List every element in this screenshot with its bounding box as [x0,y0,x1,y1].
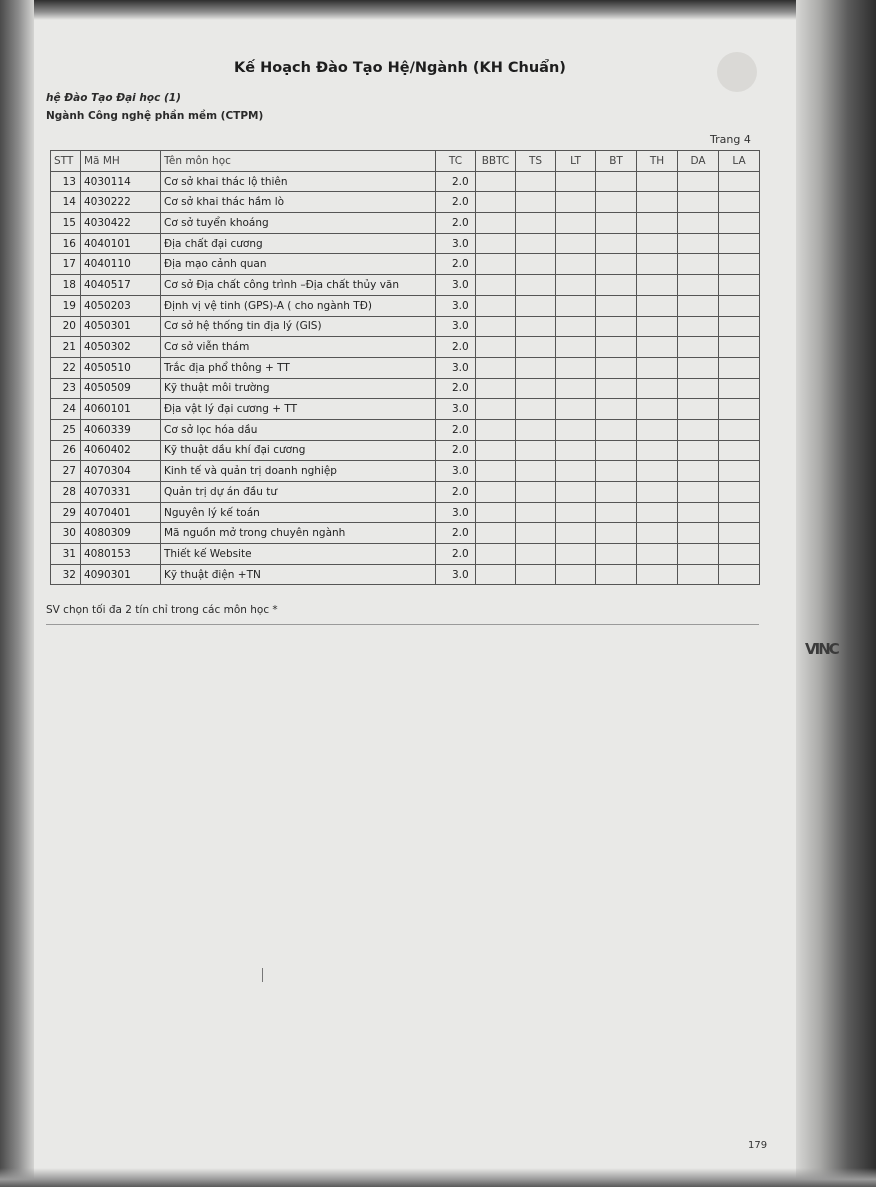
row-credits: 3.0 [436,564,476,585]
empty-cell [476,316,516,337]
row-stt: 26 [51,440,81,461]
row-credits: 3.0 [436,502,476,523]
row-credits: 2.0 [436,440,476,461]
empty-cell [719,482,760,503]
empty-cell [596,419,637,440]
row-credits: 2.0 [436,482,476,503]
row-name: Cơ sở viễn thám [161,337,436,358]
row-credits: 2.0 [436,378,476,399]
page-left-shadow [0,0,34,1187]
row-name: Mã nguồn mở trong chuyên ngành [161,523,436,544]
row-code: 4070401 [81,502,161,523]
empty-cell [516,192,556,213]
row-credits: 2.0 [436,171,476,192]
table-row [51,523,760,544]
row-code: 4040101 [81,233,161,254]
row-code: 4070331 [81,482,161,503]
program-name: Ngành Công nghệ phần mềm (CTPM) [46,110,264,122]
column-header: DA [678,151,719,172]
row-name: Cơ sở Địa chất công trình –Địa chất thủy văn [161,275,436,296]
empty-cell [637,295,678,316]
empty-cell [596,192,637,213]
column-header: LA [719,151,760,172]
empty-cell [556,337,596,358]
column-header: TH [637,151,678,172]
column-header: BBTC [476,151,516,172]
empty-cell [476,275,516,296]
table-row [51,399,760,420]
empty-cell [476,523,516,544]
row-stt: 17 [51,254,81,275]
empty-cell [637,192,678,213]
empty-cell [637,523,678,544]
empty-cell [596,275,637,296]
table-row [51,192,760,213]
row-code: 4050510 [81,357,161,378]
empty-cell [516,254,556,275]
empty-cell [637,254,678,275]
empty-cell [516,378,556,399]
table-row [51,357,760,378]
empty-cell [678,192,719,213]
empty-cell [596,316,637,337]
empty-cell [678,357,719,378]
empty-cell [476,482,516,503]
row-name: Cơ sở lọc hóa dầu [161,419,436,440]
row-name: Trắc địa phổ thông + TT [161,357,436,378]
empty-cell [596,399,637,420]
table-row [51,275,760,296]
empty-cell [719,337,760,358]
empty-cell [476,337,516,358]
empty-cell [516,337,556,358]
empty-cell [476,564,516,585]
empty-cell [556,564,596,585]
empty-cell [596,171,637,192]
row-code: 4040110 [81,254,161,275]
page-number: 179 [748,1140,768,1151]
row-credits: 2.0 [436,544,476,565]
empty-cell [678,419,719,440]
empty-cell [719,440,760,461]
row-credits: 3.0 [436,316,476,337]
empty-cell [556,295,596,316]
empty-cell [637,275,678,296]
course-table [50,150,760,585]
table-row [51,502,760,523]
empty-cell [637,213,678,234]
table-row [51,171,760,192]
empty-cell [719,171,760,192]
row-stt: 13 [51,171,81,192]
table-header-row [51,151,760,172]
row-name: Kỹ thuật điện +TN [161,564,436,585]
empty-cell [476,544,516,565]
empty-cell [516,295,556,316]
row-credits: 2.0 [436,213,476,234]
empty-cell [637,378,678,399]
row-name: Thiết kế Website [161,544,436,565]
empty-cell [678,378,719,399]
empty-cell [678,213,719,234]
empty-cell [719,502,760,523]
page-top-shadow [0,0,876,20]
empty-cell [637,357,678,378]
row-code: 4050203 [81,295,161,316]
empty-cell [637,399,678,420]
empty-cell [719,399,760,420]
page-label: Trang 4 [710,133,751,146]
table-row [51,461,760,482]
row-name: Nguyên lý kế toán [161,502,436,523]
column-header: LT [556,151,596,172]
empty-cell [516,275,556,296]
table-row [51,564,760,585]
column-header: STT [51,151,81,172]
row-credits: 2.0 [436,254,476,275]
empty-cell [678,295,719,316]
empty-cell [637,233,678,254]
book-spine [796,0,876,1187]
empty-cell [516,419,556,440]
empty-cell [678,440,719,461]
row-stt: 22 [51,357,81,378]
empty-cell [556,357,596,378]
row-code: 4030222 [81,192,161,213]
empty-cell [678,171,719,192]
empty-cell [719,564,760,585]
empty-cell [678,564,719,585]
row-credits: 3.0 [436,275,476,296]
row-code: 4050301 [81,316,161,337]
row-code: 4080309 [81,523,161,544]
empty-cell [637,482,678,503]
row-stt: 15 [51,213,81,234]
empty-cell [556,440,596,461]
empty-cell [637,461,678,482]
row-credits: 2.0 [436,419,476,440]
empty-cell [596,544,637,565]
text-cursor [262,968,263,982]
row-name: Địa mạo cảnh quan [161,254,436,275]
row-credits: 3.0 [436,399,476,420]
table-row [51,482,760,503]
row-code: 4090301 [81,564,161,585]
table-row [51,544,760,565]
empty-cell [556,233,596,254]
row-name: Kinh tế và quản trị doanh nghiệp [161,461,436,482]
table-row [51,213,760,234]
row-code: 4050302 [81,337,161,358]
empty-cell [719,523,760,544]
page-bottom-shadow [0,1168,876,1187]
empty-cell [637,440,678,461]
empty-cell [596,337,637,358]
empty-cell [719,378,760,399]
empty-cell [637,544,678,565]
row-name: Quản trị dự án đầu tư [161,482,436,503]
divider [46,624,759,625]
empty-cell [556,275,596,296]
row-code: 4040517 [81,275,161,296]
empty-cell [596,564,637,585]
row-stt: 16 [51,233,81,254]
empty-cell [476,213,516,234]
empty-cell [678,544,719,565]
empty-cell [596,357,637,378]
empty-cell [516,213,556,234]
empty-cell [476,357,516,378]
row-stt: 28 [51,482,81,503]
empty-cell [476,254,516,275]
row-stt: 30 [51,523,81,544]
empty-cell [556,502,596,523]
empty-cell [678,233,719,254]
empty-cell [476,399,516,420]
row-code: 4070304 [81,461,161,482]
empty-cell [476,295,516,316]
row-credits: 2.0 [436,192,476,213]
empty-cell [678,502,719,523]
row-code: 4060101 [81,399,161,420]
row-credits: 3.0 [436,461,476,482]
row-stt: 18 [51,275,81,296]
empty-cell [516,564,556,585]
empty-cell [556,461,596,482]
table-row [51,440,760,461]
empty-cell [516,357,556,378]
row-stt: 31 [51,544,81,565]
empty-cell [476,192,516,213]
empty-cell [719,461,760,482]
row-stt: 27 [51,461,81,482]
column-header: TC [436,151,476,172]
row-name: Kỹ thuật môi trường [161,378,436,399]
empty-cell [596,213,637,234]
row-name: Cơ sở hệ thống tin địa lý (GIS) [161,316,436,337]
row-stt: 21 [51,337,81,358]
empty-cell [637,316,678,337]
page-title: Kế Hoạch Đào Tạo Hệ/Ngành (KH Chuẩn) [234,60,566,76]
row-name: Định vị vệ tinh (GPS)-A ( cho ngành TĐ) [161,295,436,316]
column-header: Tên môn học [161,151,436,172]
spine-letter: VINC [805,640,838,658]
empty-cell [556,399,596,420]
row-name: Cơ sở khai thác lộ thiên [161,171,436,192]
empty-cell [678,316,719,337]
empty-cell [596,523,637,544]
empty-cell [678,254,719,275]
empty-cell [719,233,760,254]
footnote: SV chọn tối đa 2 tín chỉ trong các môn học * [46,604,278,616]
empty-cell [556,419,596,440]
empty-cell [719,316,760,337]
row-code: 4050509 [81,378,161,399]
empty-cell [556,523,596,544]
row-stt: 25 [51,419,81,440]
empty-cell [556,171,596,192]
row-stt: 29 [51,502,81,523]
row-code: 4080153 [81,544,161,565]
empty-cell [556,213,596,234]
empty-cell [556,482,596,503]
table-row [51,378,760,399]
empty-cell [596,502,637,523]
empty-cell [476,502,516,523]
table-row [51,337,760,358]
empty-cell [719,544,760,565]
empty-cell [678,275,719,296]
empty-cell [516,482,556,503]
empty-cell [516,502,556,523]
table-row [51,419,760,440]
empty-cell [719,213,760,234]
education-level: hệ Đào Tạo Đại học (1) [46,92,181,104]
row-credits: 3.0 [436,233,476,254]
empty-cell [476,378,516,399]
empty-cell [719,419,760,440]
empty-cell [719,275,760,296]
row-stt: 24 [51,399,81,420]
empty-cell [516,316,556,337]
empty-cell [476,440,516,461]
empty-cell [596,233,637,254]
empty-cell [516,461,556,482]
empty-cell [476,461,516,482]
empty-cell [556,254,596,275]
row-code: 4030114 [81,171,161,192]
row-code: 4060402 [81,440,161,461]
row-name: Cơ sở tuyển khoáng [161,213,436,234]
empty-cell [637,564,678,585]
row-stt: 14 [51,192,81,213]
empty-cell [556,378,596,399]
empty-cell [476,233,516,254]
empty-cell [719,295,760,316]
empty-cell [476,419,516,440]
table-row [51,254,760,275]
empty-cell [596,440,637,461]
empty-cell [596,254,637,275]
bleed-through-circle [717,52,757,92]
empty-cell [596,295,637,316]
row-name: Cơ sở khai thác hầm lò [161,192,436,213]
row-stt: 23 [51,378,81,399]
empty-cell [719,192,760,213]
table-row [51,233,760,254]
row-credits: 2.0 [436,337,476,358]
empty-cell [516,523,556,544]
empty-cell [678,399,719,420]
empty-cell [678,523,719,544]
empty-cell [516,233,556,254]
empty-cell [556,192,596,213]
row-name: Địa chất đại cương [161,233,436,254]
empty-cell [678,337,719,358]
empty-cell [516,544,556,565]
empty-cell [516,399,556,420]
column-header: TS [516,151,556,172]
empty-cell [596,378,637,399]
empty-cell [596,461,637,482]
row-stt: 19 [51,295,81,316]
row-name: Kỹ thuật dầu khí đại cương [161,440,436,461]
empty-cell [476,171,516,192]
row-stt: 20 [51,316,81,337]
empty-cell [637,502,678,523]
empty-cell [637,419,678,440]
row-name: Địa vật lý đại cương + TT [161,399,436,420]
row-code: 4030422 [81,213,161,234]
table-body [51,171,760,585]
row-credits: 3.0 [436,295,476,316]
empty-cell [719,357,760,378]
empty-cell [637,171,678,192]
empty-cell [637,337,678,358]
row-credits: 2.0 [436,523,476,544]
column-header: BT [596,151,637,172]
empty-cell [678,461,719,482]
empty-cell [516,440,556,461]
row-stt: 32 [51,564,81,585]
table-row [51,295,760,316]
empty-cell [556,316,596,337]
empty-cell [719,254,760,275]
column-header: Mã MH [81,151,161,172]
table-row [51,316,760,337]
empty-cell [556,544,596,565]
empty-cell [516,171,556,192]
row-code: 4060339 [81,419,161,440]
empty-cell [596,482,637,503]
empty-cell [678,482,719,503]
row-credits: 3.0 [436,357,476,378]
